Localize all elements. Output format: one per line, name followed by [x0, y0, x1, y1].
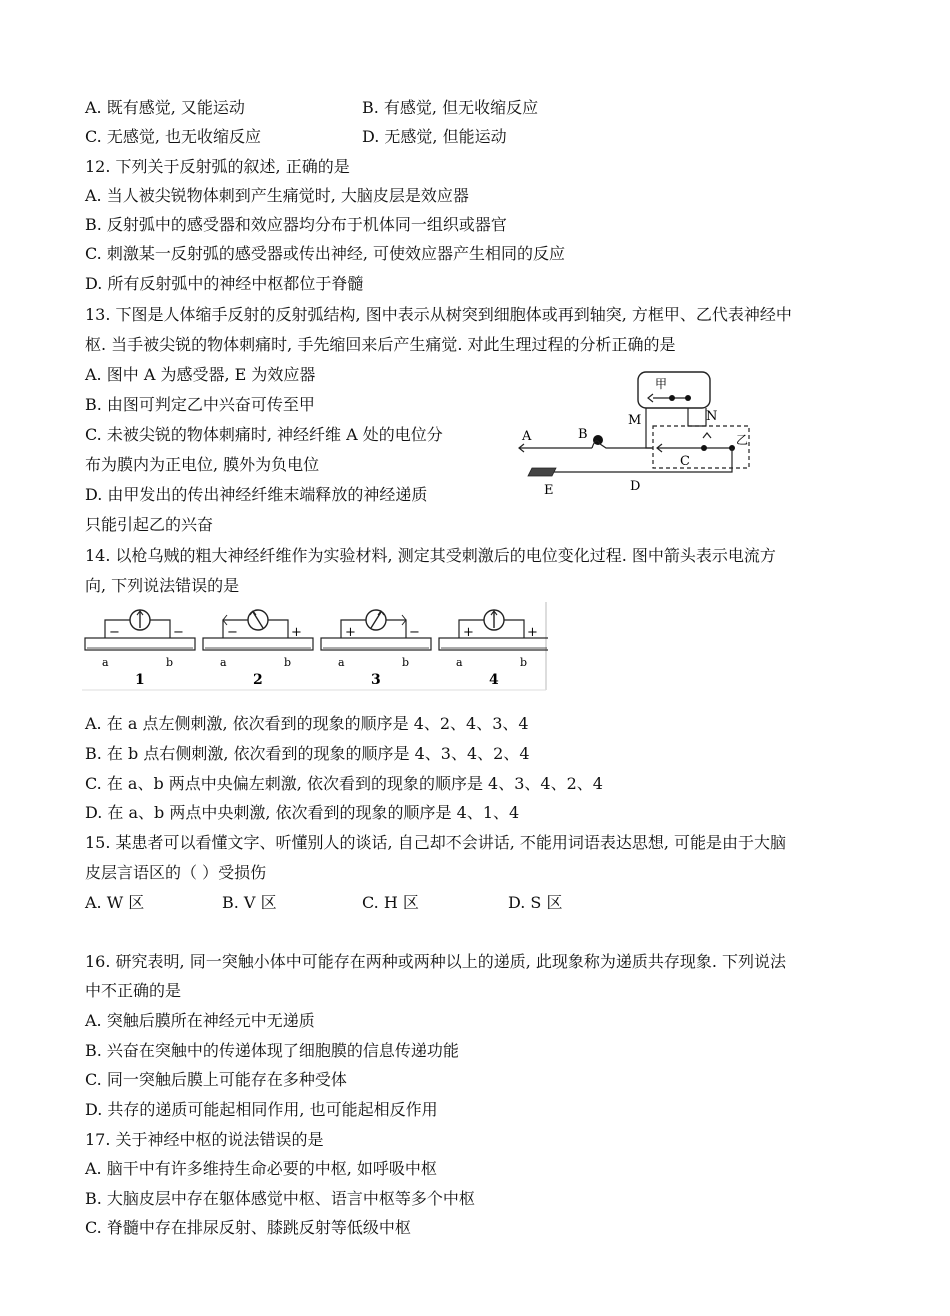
panel-number-3: 3 — [371, 672, 381, 688]
q11-option-c: C. 无感觉, 也无收缩反应 — [85, 127, 262, 146]
q14-option-d: D. 在 a、b 两点中央刺激, 依次看到的现象的顺序是 4、1、4 — [85, 803, 520, 822]
label-n: N — [706, 409, 718, 424]
yi-synapse-up — [703, 433, 711, 438]
charge-sign-right-3: − — [409, 625, 420, 640]
q12-option-b: B. 反射弧中的感受器和效应器均分布于机体同一组织或器官 — [85, 215, 507, 234]
q17-stem: 17. 关于神经中枢的说法错误的是 — [85, 1130, 324, 1149]
panel-number-4: 4 — [489, 672, 499, 688]
q12-stem: 12. 下列关于反射弧的叙述, 正确的是 — [85, 157, 350, 176]
q16-option-d: D. 共存的递质可能起相同作用, 也可能起相反作用 — [85, 1100, 438, 1119]
electrode-right-4 — [504, 620, 524, 638]
q13-option-c-line-1: C. 未被尖锐的物体刺痛时, 神经纤维 A 处的电位分 — [85, 425, 443, 444]
yi-neuron-body — [701, 445, 707, 451]
electrode-right-2 — [268, 620, 288, 638]
q13-option-a: A. 图中 A 为感受器, E 为效应器 — [85, 365, 316, 384]
label-c: C — [680, 454, 690, 469]
q16-stem-line-1: 16. 研究表明, 同一突触小体中可能存在两种或两种以上的递质, 此现象称为递质共存现象. 下列说法 — [85, 952, 787, 971]
center-box-jia — [638, 372, 710, 408]
q16-option-c: C. 同一突触后膜上可能存在多种受体 — [85, 1070, 347, 1089]
q13-stem-line-2: 枢. 当手被尖锐的物体刺痛时, 手先缩回来后产生痛觉. 对此生理过程的分析正确的是 — [85, 335, 676, 354]
label-jia: 甲 — [655, 377, 668, 391]
point-b-label-3: b — [402, 656, 410, 669]
q12-option-d: D. 所有反射弧中的神经中枢都位于脊髓 — [85, 274, 364, 293]
fiber-n — [688, 408, 706, 426]
q11-option-b: B. 有感觉, 但无收缩反应 — [362, 98, 539, 117]
q12-option-a: A. 当人被尖锐物体刺到产生痛觉时, 大脑皮层是效应器 — [85, 186, 469, 205]
charge-sign-left-2: − — [227, 625, 238, 640]
q17-option-c: C. 脊髓中存在排尿反射、膝跳反射等低级中枢 — [85, 1218, 411, 1237]
label-yi: 乙 — [736, 433, 749, 447]
q11-option-a: A. 既有感觉, 又能运动 — [85, 98, 245, 117]
jia-synapse-left — [648, 394, 653, 402]
q15-option-b: B. V 区 — [222, 893, 277, 912]
reflex-arc-diagram — [510, 368, 760, 500]
q16-stem-line-2: 中不正确的是 — [85, 981, 182, 1000]
charge-sign-right-1: − — [173, 625, 184, 640]
q11-option-d: D. 无感觉, 但能运动 — [362, 127, 507, 146]
q14-option-a: A. 在 a 点左侧刺激, 依次看到的现象的顺序是 4、2、4、3、4 — [85, 714, 529, 733]
effector-muscle — [528, 468, 556, 476]
label-b: B — [578, 427, 588, 442]
q15-option-a: A. W 区 — [85, 893, 145, 912]
q16-option-b: B. 兴奋在突触中的传递体现了细胞膜的信息传递功能 — [85, 1041, 459, 1060]
q14-option-b: B. 在 b 点右侧刺激, 依次看到的现象的顺序是 4、3、4、2、4 — [85, 744, 530, 763]
charge-sign-left-1: − — [109, 625, 120, 640]
jia-neuron-body-2 — [685, 395, 691, 401]
charge-sign-right-4: + — [527, 625, 538, 640]
point-b-label-4: b — [520, 656, 528, 669]
charge-sign-right-2: + — [291, 625, 302, 640]
point-a-label-1: a — [102, 656, 109, 669]
q15-option-c: C. H 区 — [362, 893, 419, 912]
label-a: A — [522, 429, 532, 444]
jia-neuron-body — [669, 395, 675, 401]
q17-option-b: B. 大脑皮层中存在躯体感觉中枢、语言中枢等多个中枢 — [85, 1189, 475, 1208]
q16-option-a: A. 突触后膜所在神经元中无递质 — [85, 1011, 315, 1030]
panel-number-1: 1 — [135, 672, 145, 688]
q14-option-c: C. 在 a、b 两点中央偏左刺激, 依次看到的现象的顺序是 4、3、4、2、4 — [85, 774, 603, 793]
charge-sign-left-3: + — [345, 625, 356, 640]
label-d: D — [630, 479, 641, 494]
charge-sign-left-4: + — [463, 625, 474, 640]
q13-option-c-line-2: 布为膜内为正电位, 膜外为负电位 — [85, 455, 320, 474]
electrode-right-1 — [150, 620, 170, 638]
point-a-label-2: a — [220, 656, 227, 669]
q15-option-d: D. S 区 — [508, 893, 563, 912]
q17-option-a: A. 脑干中有许多维持生命必要的中枢, 如呼吸中枢 — [85, 1159, 437, 1178]
point-a-label-4: a — [456, 656, 463, 669]
electrode-right-3 — [386, 620, 406, 638]
panel-number-2: 2 — [253, 672, 263, 688]
label-m: M — [628, 413, 642, 428]
q15-stem-line-1: 15. 某患者可以看懂文字、听懂别人的谈话, 自己却不会讲话, 不能用词语表达思想, 可能是由于大脑 — [85, 833, 787, 852]
fiber-m — [646, 408, 653, 448]
q13-stem-line-1: 13. 下图是人体缩手反射的反射弧结构, 图中表示从树突到细胞体或再到轴突, 方框甲、乙代表神经中 — [85, 305, 792, 324]
q13-option-d-line-1: D. 由甲发出的传出神经纤维末端释放的神经递质 — [85, 485, 428, 504]
q14-stem-line-2: 向, 下列说法错误的是 — [85, 576, 240, 595]
point-b-label-2: b — [284, 656, 292, 669]
q12-option-c: C. 刺激某一反射弧的感受器或传出神经, 可使效应器产生相同的反应 — [85, 244, 566, 263]
q14-stem-line-1: 14. 以枪乌贼的粗大神经纤维作为实验材料, 测定其受刺激后的电位变化过程. 图中箭头表示电流方 — [85, 546, 776, 565]
point-a-label-3: a — [338, 656, 345, 669]
q15-stem-line-2: 皮层言语区的（ ）受损伤 — [85, 863, 267, 882]
point-b-label-1: b — [166, 656, 174, 669]
galvanometer-diagram — [82, 602, 548, 692]
label-e: E — [544, 483, 554, 498]
q13-option-d-line-2: 只能引起乙的兴奋 — [85, 515, 214, 534]
q13-option-b: B. 由图可判定乙中兴奋可传至甲 — [85, 395, 315, 414]
